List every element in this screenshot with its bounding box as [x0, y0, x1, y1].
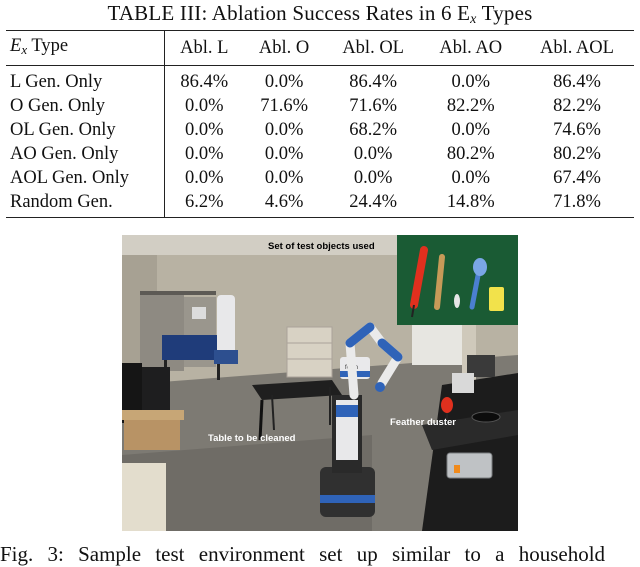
table-cell: 68.2% — [349, 120, 398, 140]
table-cell: 0.0% — [451, 72, 491, 92]
table-cell: 86.4% — [349, 72, 398, 92]
caption-subscript: x — [470, 12, 477, 27]
header-abl-l: Abl. L — [180, 38, 229, 58]
table-cell: 0.0% — [353, 168, 393, 188]
test-objects-inset — [397, 235, 518, 325]
row-type: AOL Gen. Only — [6, 166, 165, 190]
table-row — [6, 190, 634, 218]
table-cell: 0.0% — [264, 72, 304, 92]
label-test-objects: Set of test objects used — [268, 241, 375, 252]
end-table-top — [122, 410, 184, 420]
table-row — [6, 94, 634, 118]
table-row — [6, 166, 634, 190]
label-feather-duster: Feather duster — [390, 417, 456, 428]
blue-tablecloth — [162, 335, 222, 360]
background-robot — [217, 295, 235, 355]
table-cell: 67.4% — [553, 168, 601, 188]
table-cell: 0.0% — [184, 120, 224, 140]
feather-duster-on-counter — [441, 397, 453, 413]
table-cell: 82.2% — [553, 96, 601, 116]
table-cell: 24.4% — [349, 192, 398, 212]
row-type: OL Gen. Only — [6, 118, 165, 142]
table-cell: 0.0% — [184, 144, 224, 164]
cubicle-frame — [140, 291, 216, 295]
bowl — [472, 412, 500, 422]
table-row — [6, 118, 634, 142]
table-cell: 80.2% — [553, 144, 601, 164]
header-abl-ol: Abl. OL — [342, 38, 404, 58]
low-cabinet — [122, 463, 166, 531]
table-cell: 86.4% — [180, 72, 229, 92]
table-cell: 82.2% — [446, 96, 495, 116]
robot-base-stripe — [320, 495, 375, 503]
table-cell: 0.0% — [184, 96, 224, 116]
table-cell: 0.0% — [264, 120, 304, 140]
table-cell: 0.0% — [184, 168, 224, 188]
table-cell: 71.6% — [349, 96, 398, 116]
table-cell: 0.0% — [451, 120, 491, 140]
table-cell: 0.0% — [451, 168, 491, 188]
header-type: Ex Type — [6, 31, 165, 66]
sink — [447, 453, 492, 478]
table-cell: 86.4% — [553, 72, 601, 92]
table-cell: 14.8% — [446, 192, 495, 212]
table-caption: TABLE III: Ablation Success Rates in 6 Ex Types — [107, 1, 533, 27]
robot-torso-blue — [336, 405, 358, 417]
label-table-to-be-cleaned: Table to be cleaned — [208, 433, 296, 444]
table-row — [6, 66, 634, 95]
table-cell: 0.0% — [264, 144, 304, 164]
orange-item — [454, 465, 460, 473]
table-cell: 71.6% — [260, 96, 308, 116]
header-abl-o: Abl. O — [258, 38, 310, 58]
monitor — [192, 307, 206, 319]
table-cell: 80.2% — [446, 144, 495, 164]
robot-base — [320, 467, 375, 517]
table-cell: 0.0% — [264, 168, 304, 188]
ablation-table — [6, 30, 634, 218]
table-header-row — [6, 31, 634, 66]
white-appliance — [452, 373, 474, 393]
figure-caption: Fig. 3: Sample test environment set up similar to a household — [0, 542, 606, 566]
header-abl-aol: Abl. AOL — [539, 38, 614, 58]
table-cell: 74.6% — [553, 120, 601, 140]
end-table-body — [124, 420, 180, 450]
row-type: AO Gen. Only — [6, 142, 165, 166]
table-cell: 71.8% — [553, 192, 601, 212]
robot-tag: fetch — [345, 365, 359, 371]
bookshelf — [287, 327, 332, 377]
header-abl-ao: Abl. AO — [439, 38, 503, 58]
row-type: Random Gen. — [6, 190, 165, 218]
row-type: L Gen. Only — [6, 66, 165, 95]
table-cell: 6.2% — [184, 192, 224, 212]
table-cell: 0.0% — [353, 144, 393, 164]
background-robot-base — [214, 350, 238, 364]
table-cell: 4.6% — [264, 192, 304, 212]
row-type: O Gen. Only — [6, 94, 165, 118]
robot-gripper — [375, 382, 385, 392]
table-row — [6, 142, 634, 166]
test-environment-photo — [122, 235, 518, 531]
